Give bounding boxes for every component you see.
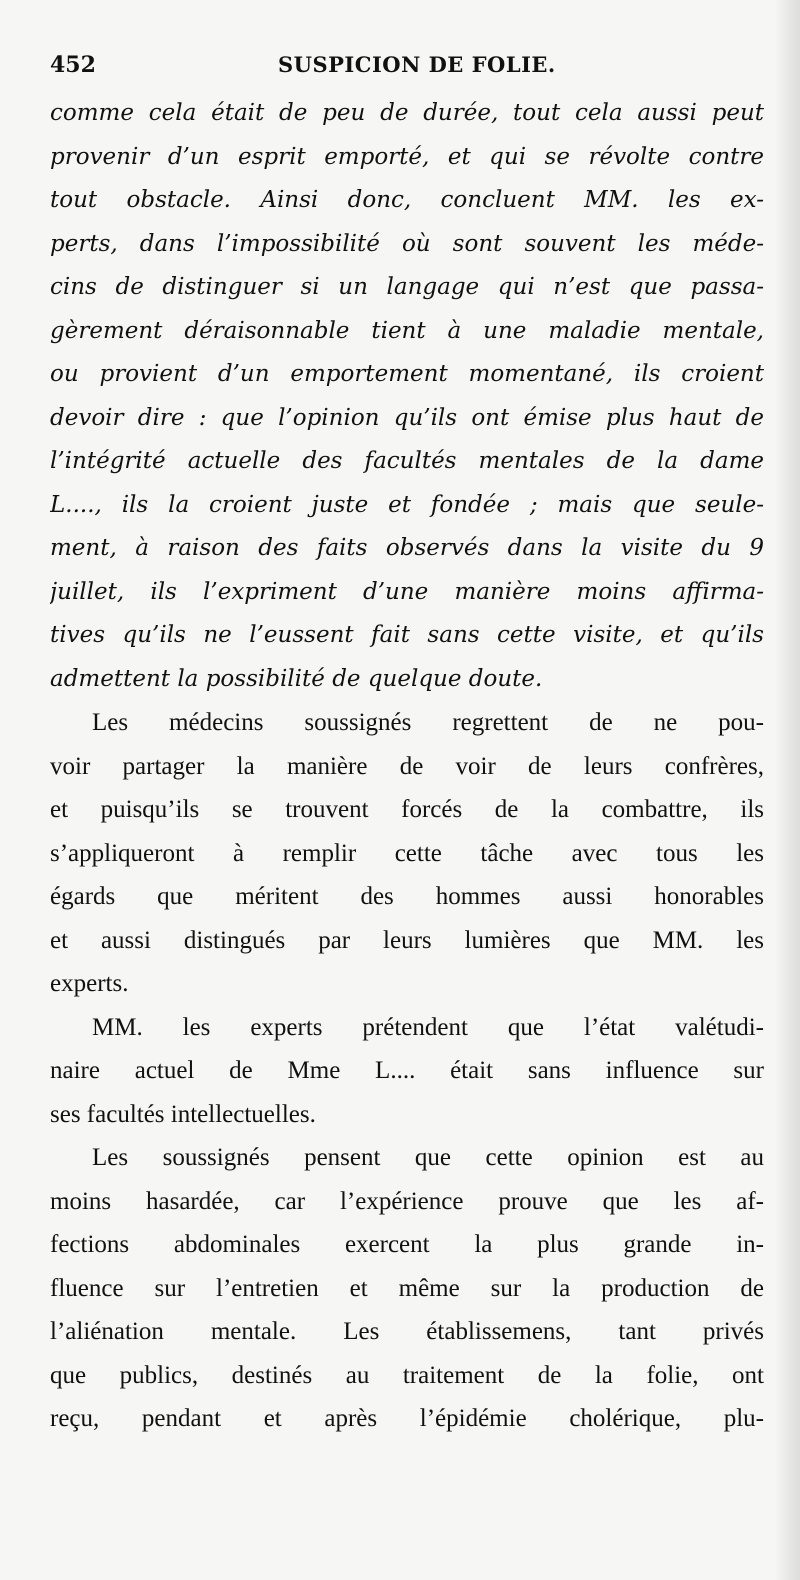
- text-line: provenir d’un esprit emporté, et qui se révolte contre: [50, 143, 764, 170]
- text-line: gèrement déraisonnable tient à une maladie mentale,: [50, 317, 764, 344]
- paragraph-3: [50, 1136, 764, 1441]
- text-line: ou provient d’un emportement momentané, ils croient: [50, 361, 764, 387]
- text-line: fections abdominales exercent la plus grande in-: [50, 1231, 764, 1258]
- text-line: et puisqu’ils se trouvent forcés de la combattre, ils: [50, 796, 764, 823]
- paragraph-1: [50, 701, 764, 1006]
- text-line: comme cela était de peu de durée, tout cela aussi peut: [50, 100, 764, 126]
- text-line: cins de distinguer si un langage qui n’est que passa-: [50, 274, 764, 300]
- text-line: tives qu’ils ne l’eussent fait sans cette visite, et qu’ils: [50, 622, 764, 648]
- text-line: tout obstacle. Ainsi donc, concluent MM. les ex-: [50, 187, 764, 213]
- text-line: L...., ils la croient juste et fondée ; mais que seule-: [50, 491, 764, 518]
- page-number: 452: [50, 52, 96, 78]
- text-line: naire actuel de Mme L.... était sans influence sur: [50, 1057, 764, 1084]
- body-text: [50, 92, 764, 1441]
- text-line: admettent la possibilité de quelque doute.: [50, 665, 543, 692]
- text-line: Les soussignés pensent que cette opinion est au: [92, 1144, 764, 1171]
- text-line: ment, à raison des faits observés dans la visite du 9: [50, 535, 764, 561]
- text-line: que publics, destinés au traitement de la folie, ont: [50, 1361, 764, 1389]
- text-line: perts, dans l’impossibilité où sont souvent les méde-: [50, 230, 764, 257]
- text-line: l’intégrité actuelle des facultés mentales de la dame: [50, 448, 764, 474]
- text-line: ses facultés intellectuelles.: [50, 1100, 316, 1128]
- text-line: Les médecins soussignés regrettent de ne pou-: [92, 709, 764, 736]
- text-line: experts.: [50, 970, 129, 997]
- page-edge-shadow: [774, 0, 800, 1580]
- running-title: SUSPICION DE FOLIE.: [278, 52, 556, 77]
- text-line: l’aliénation mentale. Les établissemens, tant privés: [50, 1318, 764, 1345]
- text-line: et aussi distingués par leurs lumières que MM. les: [50, 926, 764, 954]
- text-line: juillet, ils l’expriment d’une manière moins affirma-: [50, 578, 764, 605]
- text-line: s’appliqueront à remplir cette tâche avec tous les: [50, 839, 764, 867]
- text-line: moins hasardée, car l’expérience prouve que les af-: [50, 1187, 764, 1215]
- text-line: fluence sur l’entretien et même sur la production de: [50, 1274, 764, 1302]
- text-line: reçu, pendant et après l’épidémie cholérique, plu-: [50, 1405, 764, 1432]
- text-line: devoir dire : que l’opinion qu’ils ont émise plus haut de: [50, 404, 764, 431]
- text-line: égards que méritent des hommes aussi honorables: [50, 883, 764, 910]
- text-line: MM. les experts prétendent que l’état valétudi-: [92, 1013, 764, 1041]
- page-header: [50, 52, 756, 86]
- text-line: voir partager la manière de voir de leurs confrères,: [50, 752, 764, 780]
- quoted-italic-passage: [50, 92, 764, 701]
- paragraph-2: [50, 1006, 764, 1137]
